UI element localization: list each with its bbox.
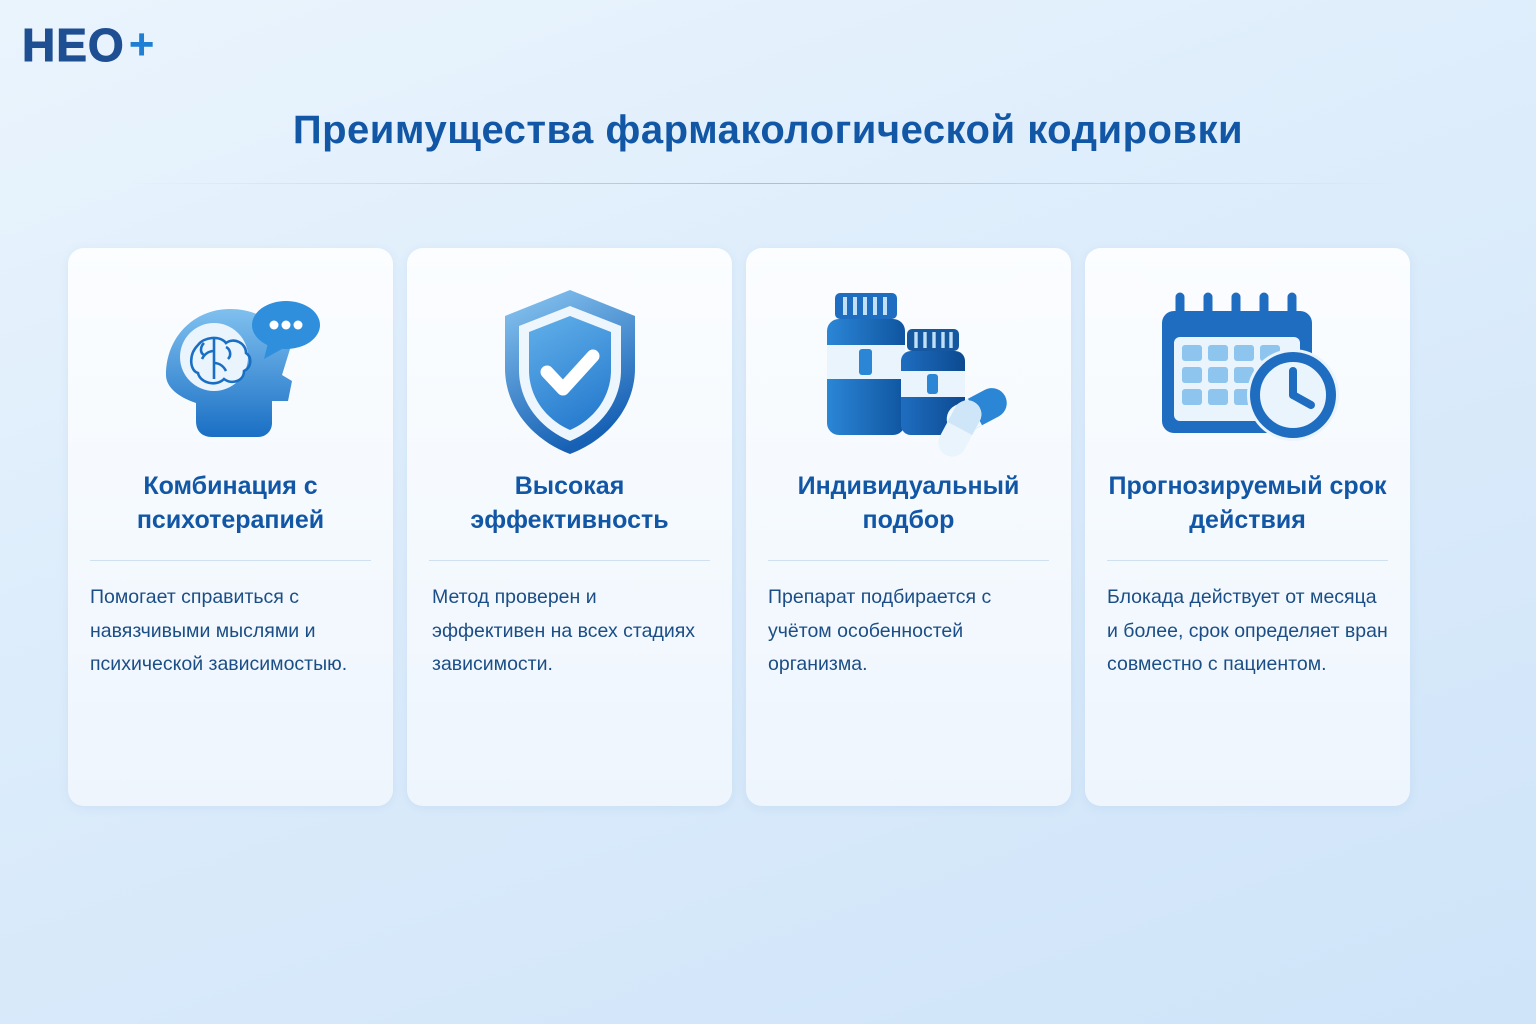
card-description: Помогает справиться с навязчивыми мыслями и психической зависимостыю. xyxy=(90,586,348,676)
logo-text: HEO xyxy=(22,19,125,71)
card-divider xyxy=(90,560,371,561)
card-divider xyxy=(768,560,1049,561)
card-title: Комбинация с психотерапией xyxy=(136,472,325,534)
card-divider xyxy=(1107,560,1388,561)
calendar-clock-icon xyxy=(1107,274,1388,466)
card-description: Блокада действует от месяца и более, срок определяет вран совместно с пациентом. xyxy=(1107,586,1388,676)
benefit-card-list xyxy=(68,248,1468,806)
card-divider xyxy=(429,560,710,561)
card-title: Высокая эффективность xyxy=(470,472,669,534)
benefit-card xyxy=(1085,248,1410,806)
medicine-bottles-capsule-icon xyxy=(768,274,1049,466)
head-brain-speech-bubble-icon xyxy=(90,274,371,466)
benefit-card xyxy=(68,248,393,806)
benefit-card xyxy=(407,248,732,806)
card-description: Метод проверен и эффективен на всех стадиях зависимости. xyxy=(432,586,696,676)
card-title: Индивидуальный подбор xyxy=(797,472,1020,534)
card-description: Препарат подбирается с учётом особенностей организма. xyxy=(768,586,992,676)
logo-plus-icon: + xyxy=(128,20,155,69)
page-title: Преимущества фармакологической кодировки xyxy=(292,108,1244,152)
page-header xyxy=(0,108,1536,184)
shield-check-icon xyxy=(429,274,710,466)
header-divider xyxy=(128,183,1408,184)
card-title: Прогнозируемый срок действия xyxy=(1108,472,1387,534)
benefit-card xyxy=(746,248,1071,806)
brand-logo xyxy=(22,19,155,71)
